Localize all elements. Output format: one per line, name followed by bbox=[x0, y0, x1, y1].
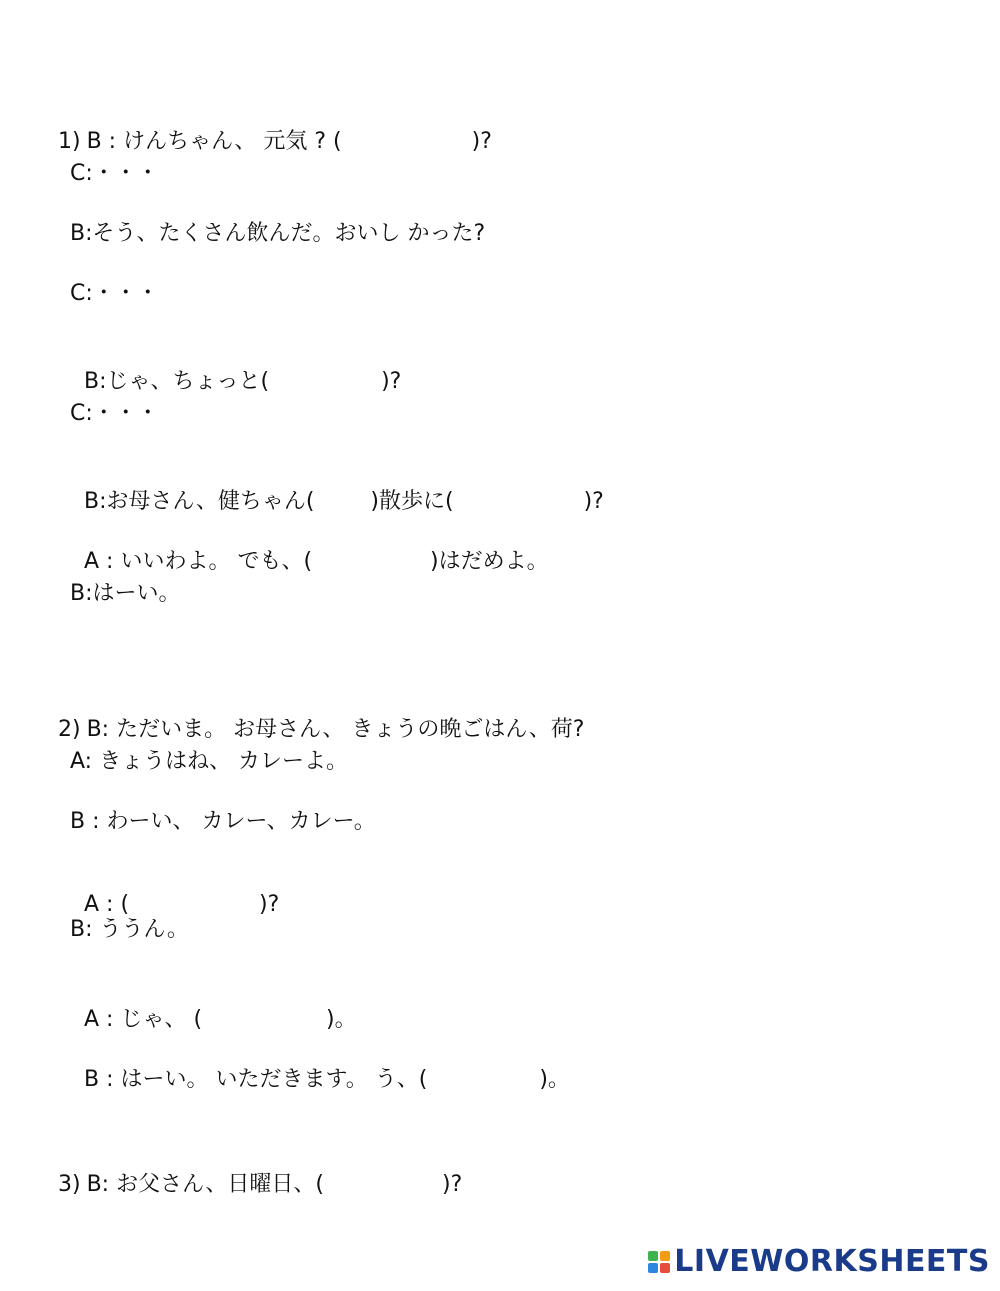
line-text: A : ( bbox=[84, 892, 130, 917]
ex1-line7 bbox=[70, 460, 604, 516]
ex1-line3 bbox=[70, 220, 485, 248]
line-text: B: ただいま。 お母さん、 きょうの晩ごはん、荷? bbox=[86, 717, 585, 742]
line-text: B: お父さん、日曜日、( bbox=[86, 1172, 324, 1197]
line-text: )はだめよ。 bbox=[430, 549, 549, 574]
ex1-line4 bbox=[70, 280, 159, 308]
line-text: A : いいわよ。 でも、( bbox=[84, 549, 313, 574]
line-text: C:・・・ bbox=[70, 401, 159, 426]
line-text: B:お母さん、健ちゃん( bbox=[84, 489, 315, 514]
line-text: B:じゃ、ちょっと( bbox=[84, 369, 270, 394]
brand-name: LIVEWORKSHEETS bbox=[674, 1244, 990, 1279]
exercise-number: 2) bbox=[58, 717, 81, 742]
line-text: )。 bbox=[326, 1007, 357, 1032]
ex1-line8 bbox=[70, 520, 549, 576]
line-text: B:そう、たくさん飲んだ。おいし かった? bbox=[70, 221, 486, 246]
line-text: )? bbox=[583, 489, 604, 514]
line-text: B: ううん。 bbox=[70, 917, 189, 942]
line-text: )。 bbox=[539, 1067, 570, 1092]
line-text: C:・・・ bbox=[70, 281, 159, 306]
line-text: )? bbox=[471, 129, 492, 154]
ex2-line7 bbox=[70, 1038, 570, 1094]
liveworksheets-logo bbox=[648, 1244, 990, 1279]
ex1-line5 bbox=[70, 340, 401, 396]
line-text: B:はーい。 bbox=[70, 581, 181, 606]
line-text: B : けんちゃん、 元気 ? ( bbox=[86, 129, 342, 154]
line-text: )散歩に( bbox=[370, 489, 454, 514]
line-text: )? bbox=[259, 892, 280, 917]
line-text: A: きょうはね、 カレーよ。 bbox=[70, 749, 349, 774]
ex2-line1 bbox=[44, 688, 584, 744]
line-text: B : はーい。 いただきます。 う、( bbox=[84, 1067, 428, 1092]
ex2-line2 bbox=[70, 748, 348, 776]
line-text: C:・・・ bbox=[70, 161, 159, 186]
ex2-line5 bbox=[70, 916, 189, 944]
exercise-number: 3) bbox=[58, 1172, 81, 1197]
ex1-line6 bbox=[70, 400, 159, 428]
line-text: B : わーい、 カレー、カレー。 bbox=[70, 809, 376, 834]
ex2-line4 bbox=[70, 863, 279, 919]
line-text: A : じゃ、 ( bbox=[84, 1007, 203, 1032]
ex2-line3 bbox=[70, 808, 376, 836]
ex1-line9 bbox=[70, 580, 181, 608]
line-text: )? bbox=[442, 1172, 463, 1197]
ex3-line1 bbox=[44, 1143, 462, 1199]
ex2-line6 bbox=[70, 978, 357, 1034]
ex1-line2 bbox=[70, 160, 159, 188]
line-text: )? bbox=[381, 369, 402, 394]
logo-blocks-icon bbox=[648, 1251, 670, 1273]
exercise-number: 1) bbox=[58, 129, 81, 154]
ex1-line1 bbox=[44, 100, 492, 156]
